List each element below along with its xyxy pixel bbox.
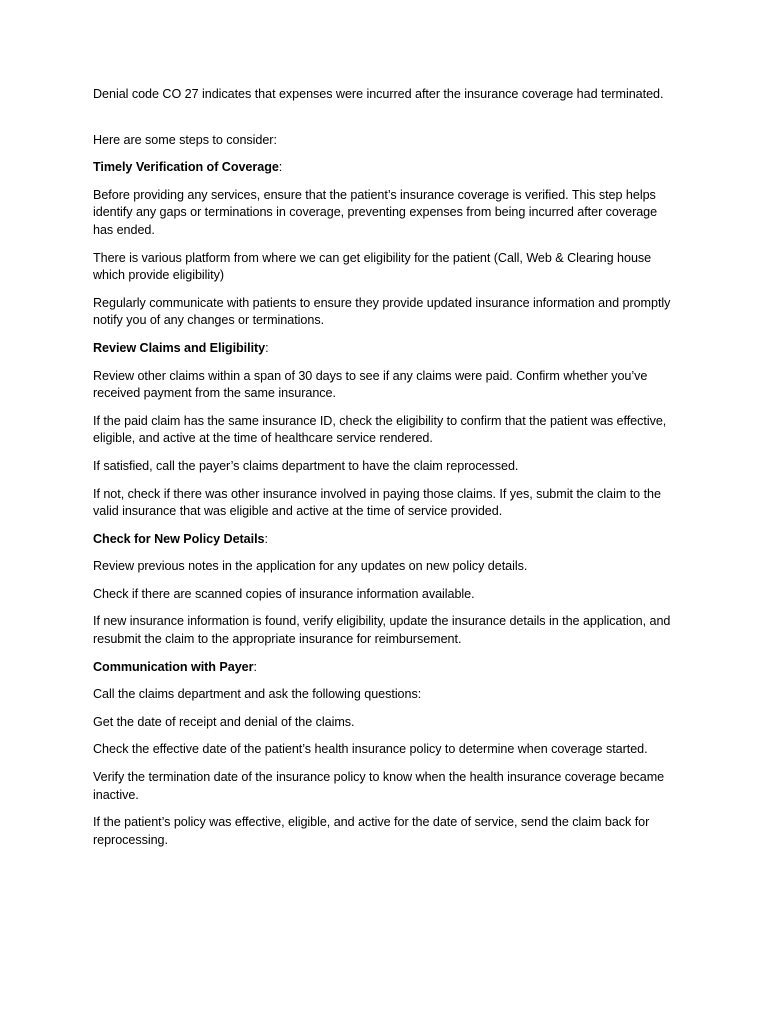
lead-paragraph: Here are some steps to consider: bbox=[93, 132, 277, 147]
paragraph: Get the date of receipt and denial of the claims. bbox=[93, 714, 355, 729]
section-heading-review-claims: Review Claims and Eligibility: bbox=[93, 340, 269, 355]
paragraph: Check if there are scanned copies of insurance information available. bbox=[93, 586, 475, 601]
paragraph: Check the effective date of the patient’s health insurance policy to determine when coverage started. bbox=[93, 742, 648, 757]
paragraph: If the paid claim has the same insurance ID, check the eligibility to confirm that the patient was effective, eligible, and active at the time of healthcare service rendered. bbox=[93, 413, 667, 446]
document-page bbox=[93, 86, 678, 859]
section-heading-new-policy: Check for New Policy Details: bbox=[93, 531, 268, 546]
paragraph: If the patient’s policy was effective, eligible, and active for the date of service, send the claim back for reprocessing. bbox=[93, 815, 650, 847]
paragraph: If new insurance information is found, verify eligibility, update the insurance details in the application, and resubmit the claim to the appropriate insurance for reimbursement. bbox=[93, 614, 671, 647]
section-heading-text: Check for New Policy Details bbox=[93, 531, 265, 546]
paragraph: If not, check if there was other insurance involved in paying those claims. If yes, submit the claim to the valid insurance that was eligible and active at the time of service provided. bbox=[93, 486, 661, 519]
paragraph: Review previous notes in the application for any updates on new policy details. bbox=[93, 559, 528, 574]
intro-paragraph: Denial code CO 27 indicates that expenses were incurred after the insurance coverage had terminated. bbox=[93, 87, 664, 101]
paragraph: If satisfied, call the payer’s claims department to have the claim reprocessed. bbox=[93, 458, 519, 473]
paragraph: Regularly communicate with patients to ensure they provide updated insurance information and promptly notify you of any changes or terminations. bbox=[93, 295, 671, 328]
paragraph: There is various platform from where we can get eligibility for the patient (Call, Web & Clearing house which provide eligibility) bbox=[93, 250, 652, 283]
section-heading-communication: Communication with Payer: bbox=[93, 659, 257, 674]
section-heading-text: Communication with Payer bbox=[93, 659, 254, 674]
paragraph: Verify the termination date of the insurance policy to know when the health insurance coverage became inactive. bbox=[93, 770, 665, 802]
paragraph: Review other claims within a span of 30 days to see if any claims were paid. Confirm whether you’ve received payment from the same insurance. bbox=[93, 368, 648, 401]
section-heading-timely-verification: Timely Verification of Coverage: bbox=[93, 160, 283, 175]
section-heading-text: Review Claims and Eligibility bbox=[93, 340, 266, 355]
paragraph: Before providing any services, ensure that the patient’s insurance coverage is verified. This step helps identify any gaps or terminations in coverage, preventing expenses from being incurred after coverage has ended. bbox=[93, 187, 658, 237]
paragraph: Call the claims department and ask the following questions: bbox=[93, 687, 422, 702]
section-heading-text: Timely Verification of Coverage bbox=[93, 160, 279, 175]
